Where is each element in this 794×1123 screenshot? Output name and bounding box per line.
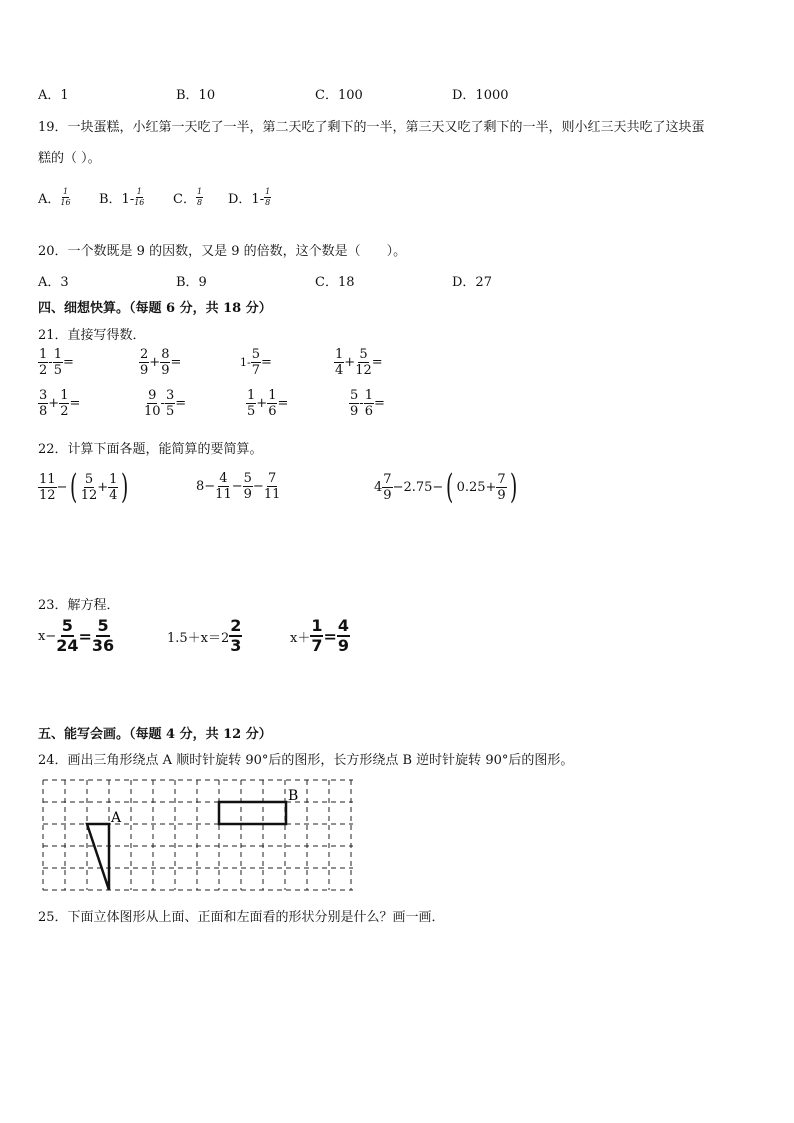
den: 9 bbox=[383, 487, 392, 503]
q22-calc-1 bbox=[38, 467, 132, 507]
num: 4 bbox=[219, 471, 228, 486]
q22-calc-2 bbox=[196, 472, 280, 501]
num: 1 bbox=[247, 388, 256, 403]
den: 24 bbox=[56, 636, 79, 655]
q19-opt-a-label: A． bbox=[38, 192, 61, 207]
section-5-heading: 五、能写会画。（每题 4 分，共 12 分） bbox=[38, 727, 272, 742]
q19-option-b bbox=[99, 188, 144, 207]
q19-text-line1: 19．一块蛋糕，小红第一天吃了一半，第二天吃了剩下的一半，第三天又吃了剩下的一半，则小红三天共吃了这块蛋 bbox=[38, 120, 705, 135]
operator: - bbox=[160, 396, 165, 411]
right-paren: ) bbox=[121, 467, 129, 507]
num: 1 bbox=[39, 347, 48, 362]
equals: = bbox=[62, 355, 74, 370]
operator: - bbox=[48, 355, 53, 370]
den: 9 bbox=[140, 363, 149, 378]
den: 5 bbox=[165, 404, 175, 419]
q23-title: 23．解方程． bbox=[38, 598, 120, 613]
num: 4 bbox=[337, 616, 350, 635]
paren-prefix: 0.25+ bbox=[456, 479, 497, 495]
num: 9 bbox=[148, 388, 157, 403]
num: 1 bbox=[311, 616, 323, 635]
num: 2 bbox=[140, 347, 149, 362]
prefix: 1.5＋x＝2 bbox=[167, 630, 230, 646]
den: 6 bbox=[364, 404, 373, 419]
num: 5 bbox=[61, 616, 73, 635]
num: 7 bbox=[267, 471, 277, 486]
left-paren: ( bbox=[446, 467, 454, 507]
den: 11 bbox=[263, 487, 281, 502]
q23-equation-1 bbox=[38, 618, 114, 654]
num: 7 bbox=[383, 471, 392, 487]
q18-option-b: B．10 bbox=[176, 88, 216, 103]
q25-text: 25．下面立体图形从上面、正面和左面看的形状分别是什么？画一画． bbox=[38, 910, 445, 925]
q20-text: 20．一个数既是 9 的因数，又是 9 的倍数，这个数是（ ）。 bbox=[38, 244, 407, 259]
q19-opt-d-label: D．1- bbox=[228, 192, 265, 207]
equals: = bbox=[373, 396, 385, 411]
q19-opt-c-num: 1 bbox=[196, 187, 203, 196]
rectangle-shape bbox=[219, 802, 286, 824]
right-paren: ) bbox=[509, 467, 517, 507]
den: 9 bbox=[350, 404, 359, 419]
num: 5 bbox=[243, 471, 252, 486]
num: 7 bbox=[497, 471, 506, 487]
den: 4 bbox=[109, 487, 118, 503]
left-paren: ( bbox=[70, 467, 78, 507]
q21-expr-3 bbox=[240, 348, 272, 377]
den: 12 bbox=[355, 363, 372, 378]
prefix: x＋ bbox=[290, 630, 311, 646]
q19-opt-c-den: 8 bbox=[196, 198, 203, 207]
num: 1 bbox=[364, 388, 373, 403]
q21-expr-6 bbox=[144, 389, 186, 418]
den: 12 bbox=[39, 487, 56, 503]
equals: = bbox=[69, 396, 81, 411]
operator: + bbox=[48, 396, 60, 411]
den: 10 bbox=[144, 404, 161, 419]
equals: = bbox=[170, 355, 182, 370]
operator: + bbox=[344, 355, 356, 370]
num: 5 bbox=[350, 388, 359, 403]
section-4-heading: 四、细想快算。（每题 6 分，共 18 分） bbox=[38, 301, 272, 316]
num: 2 bbox=[230, 616, 242, 635]
num: 5 bbox=[251, 347, 260, 362]
operator: + bbox=[256, 396, 268, 411]
q20-option-b: B．9 bbox=[176, 275, 207, 290]
den: 8 bbox=[39, 404, 48, 419]
den: 9 bbox=[243, 487, 252, 502]
q22-calc-3 bbox=[374, 467, 520, 507]
num: 11 bbox=[39, 471, 56, 487]
q21-expr-1 bbox=[38, 348, 74, 377]
q20-option-c: C．18 bbox=[315, 275, 355, 290]
q19-opt-d-den: 8 bbox=[265, 198, 271, 207]
den: 9 bbox=[337, 636, 350, 655]
q19-opt-b-label: B．1- bbox=[99, 192, 135, 207]
den: 2 bbox=[39, 363, 48, 378]
operator: + bbox=[97, 479, 109, 495]
num: 1 bbox=[109, 471, 118, 487]
num: 3 bbox=[39, 388, 48, 403]
q19-opt-d-num: 1 bbox=[265, 187, 271, 196]
q19-opt-c-fraction bbox=[196, 188, 203, 207]
point-a-label: A bbox=[111, 810, 122, 826]
q18-option-c: C．100 bbox=[315, 88, 363, 103]
prefix: 8− bbox=[196, 479, 216, 494]
den: 3 bbox=[230, 636, 242, 655]
operator: + bbox=[149, 355, 161, 370]
q21-expr-2 bbox=[139, 348, 181, 377]
equals: = bbox=[175, 396, 187, 411]
operator: − bbox=[231, 479, 243, 494]
den: 9 bbox=[497, 487, 506, 503]
q18-option-a: A．1 bbox=[38, 88, 69, 103]
num: 8 bbox=[161, 347, 170, 362]
den: 5 bbox=[53, 363, 62, 378]
q21-expr-8 bbox=[349, 389, 385, 418]
q21-expr-7 bbox=[246, 389, 288, 418]
whole-number: 4 bbox=[374, 479, 383, 495]
q19-opt-b-fraction bbox=[134, 188, 144, 207]
operator: - bbox=[359, 396, 364, 411]
equals: = bbox=[261, 355, 272, 370]
q19-opt-a-den: 16 bbox=[60, 198, 71, 207]
num: 1 bbox=[335, 347, 344, 362]
den: 7 bbox=[251, 363, 260, 378]
middle-term: −2.75− bbox=[392, 479, 444, 495]
operator: − bbox=[56, 479, 68, 495]
q19-opt-d-fraction bbox=[264, 188, 271, 207]
triangle-shape bbox=[87, 824, 109, 890]
point-b-label: B bbox=[288, 788, 299, 804]
q21-title: 21．直接写得数． bbox=[38, 328, 146, 343]
equals: = bbox=[277, 396, 289, 411]
operator: − bbox=[252, 479, 264, 494]
q18-option-d: D．1000 bbox=[452, 88, 509, 103]
num: 1 bbox=[53, 347, 62, 362]
q20-option-d: D．27 bbox=[452, 275, 492, 290]
den: 36 bbox=[91, 636, 115, 655]
den: 5 bbox=[247, 404, 256, 419]
q19-opt-c-label: C． bbox=[173, 192, 196, 207]
q23-equation-2 bbox=[167, 618, 242, 654]
den: 9 bbox=[161, 363, 170, 378]
q19-opt-a-fraction bbox=[60, 188, 70, 207]
num: 5 bbox=[97, 616, 109, 635]
q20-option-a: A．3 bbox=[38, 275, 69, 290]
equals: = bbox=[78, 626, 92, 646]
q19-option-d bbox=[228, 188, 271, 207]
q19-opt-b-den: 16 bbox=[134, 198, 145, 207]
num: 1 bbox=[60, 388, 69, 403]
den: 7 bbox=[311, 636, 323, 655]
q24-grid-figure bbox=[40, 779, 356, 894]
den: 11 bbox=[215, 487, 232, 502]
q24-text: 24．画出三角形绕点 A 顺时针旋转 90°后的图形，长方形绕点 B 逆时针旋转 90°后的图形。 bbox=[38, 753, 574, 768]
q19-option-c bbox=[173, 188, 203, 207]
den: 12 bbox=[80, 487, 98, 503]
q21-expr-4 bbox=[334, 348, 383, 377]
q19-text-line2: 糕的（ ）。 bbox=[38, 151, 101, 166]
num: 1 bbox=[268, 388, 277, 403]
prefix: 1- bbox=[240, 356, 251, 369]
num: 5 bbox=[359, 347, 368, 362]
equals: = bbox=[371, 355, 383, 370]
q22-title: 22．计算下面各题，能简算的要简算。 bbox=[38, 442, 263, 457]
num: 5 bbox=[84, 471, 94, 487]
num: 3 bbox=[165, 388, 175, 403]
prefix: x− bbox=[38, 628, 57, 644]
q19-option-a bbox=[38, 188, 71, 207]
equals: = bbox=[323, 626, 337, 646]
den: 4 bbox=[335, 363, 344, 378]
den: 2 bbox=[60, 404, 69, 419]
q19-opt-b-num: 1 bbox=[136, 187, 142, 196]
den: 6 bbox=[268, 404, 277, 419]
q19-opt-a-num: 1 bbox=[62, 187, 69, 196]
q21-expr-5 bbox=[38, 389, 80, 418]
q23-equation-3 bbox=[290, 618, 350, 654]
